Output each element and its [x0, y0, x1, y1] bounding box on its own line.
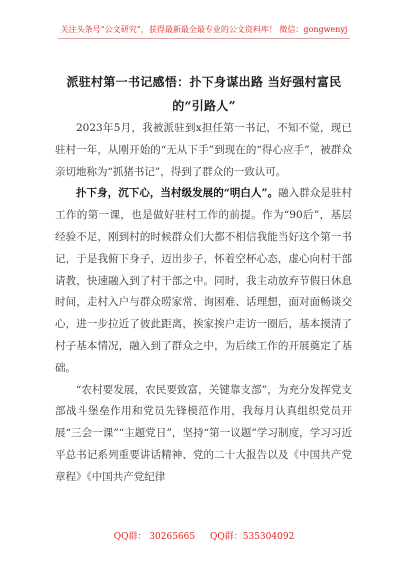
paragraph-2 — [55, 183, 352, 379]
footer-contact — [0, 532, 408, 543]
paragraph-1 — [55, 118, 352, 183]
paragraph-3 — [55, 380, 352, 489]
document-body — [55, 118, 352, 489]
paragraph-2-text: 融入群众是驻村工作的第一课，也是做好驻村工作的前提。作为“90后”，基层经验不足，刚到村的时候群众们大都不相信我能当好这个第一书记，于是我俯下身子，迈出步子，怀着空杯心态，虚心向村干部请教，快速融入到了村干部之中。同时，我主动放弃节假日休息时间，走村入户与群众唠家常、询困难、话理想，面对面畅谈交心，进一步拉近了彼此距离，挨家挨户走访一圈后，基本摸清了村子基本情况，融入到了群众之中，为后续工作的开展奠定了基础。 — [55, 187, 352, 374]
footer-qq-group-2: QQ群：535304092 — [210, 532, 295, 542]
header-banner: 关注头条号“公文研究”，获得最新最全最专业的公文资料库！ 微信：gongwenyj — [60, 25, 348, 34]
document-title: 派驻村第一书记感悟：扑下身谋出路 当好强村富民的“引路人” — [66, 75, 342, 113]
header-divider — [58, 38, 350, 39]
footer-qq-group-1: QQ群： 30265665 — [113, 532, 196, 542]
paragraph-1-text: 2023年5月，我被派驻到x担任第一书记，不知不觉，现已驻村一年，从刚开始的“无从下手”到现在的“得心应手”，被群众亲切地称为“抓猪书记”，得到了群众的一致认可。 — [55, 122, 352, 178]
paragraph-3-text: “农村要发展，农民要致富，关键靠支部”，为充分发挥党支部战斗堡垒作用和党员先锋模范作用，我每月认真组织党员开展“三会一课”“主题党日”，坚持“第一议题”学习制度，学习习近平总书记系列重要讲话精神、党的二十大报告以及《中国共产党章程》《中国共产党纪律 — [55, 383, 352, 483]
paragraph-2-lead: 扑下身，沉下心，当村级发展的“明白人”。 — [76, 187, 279, 200]
